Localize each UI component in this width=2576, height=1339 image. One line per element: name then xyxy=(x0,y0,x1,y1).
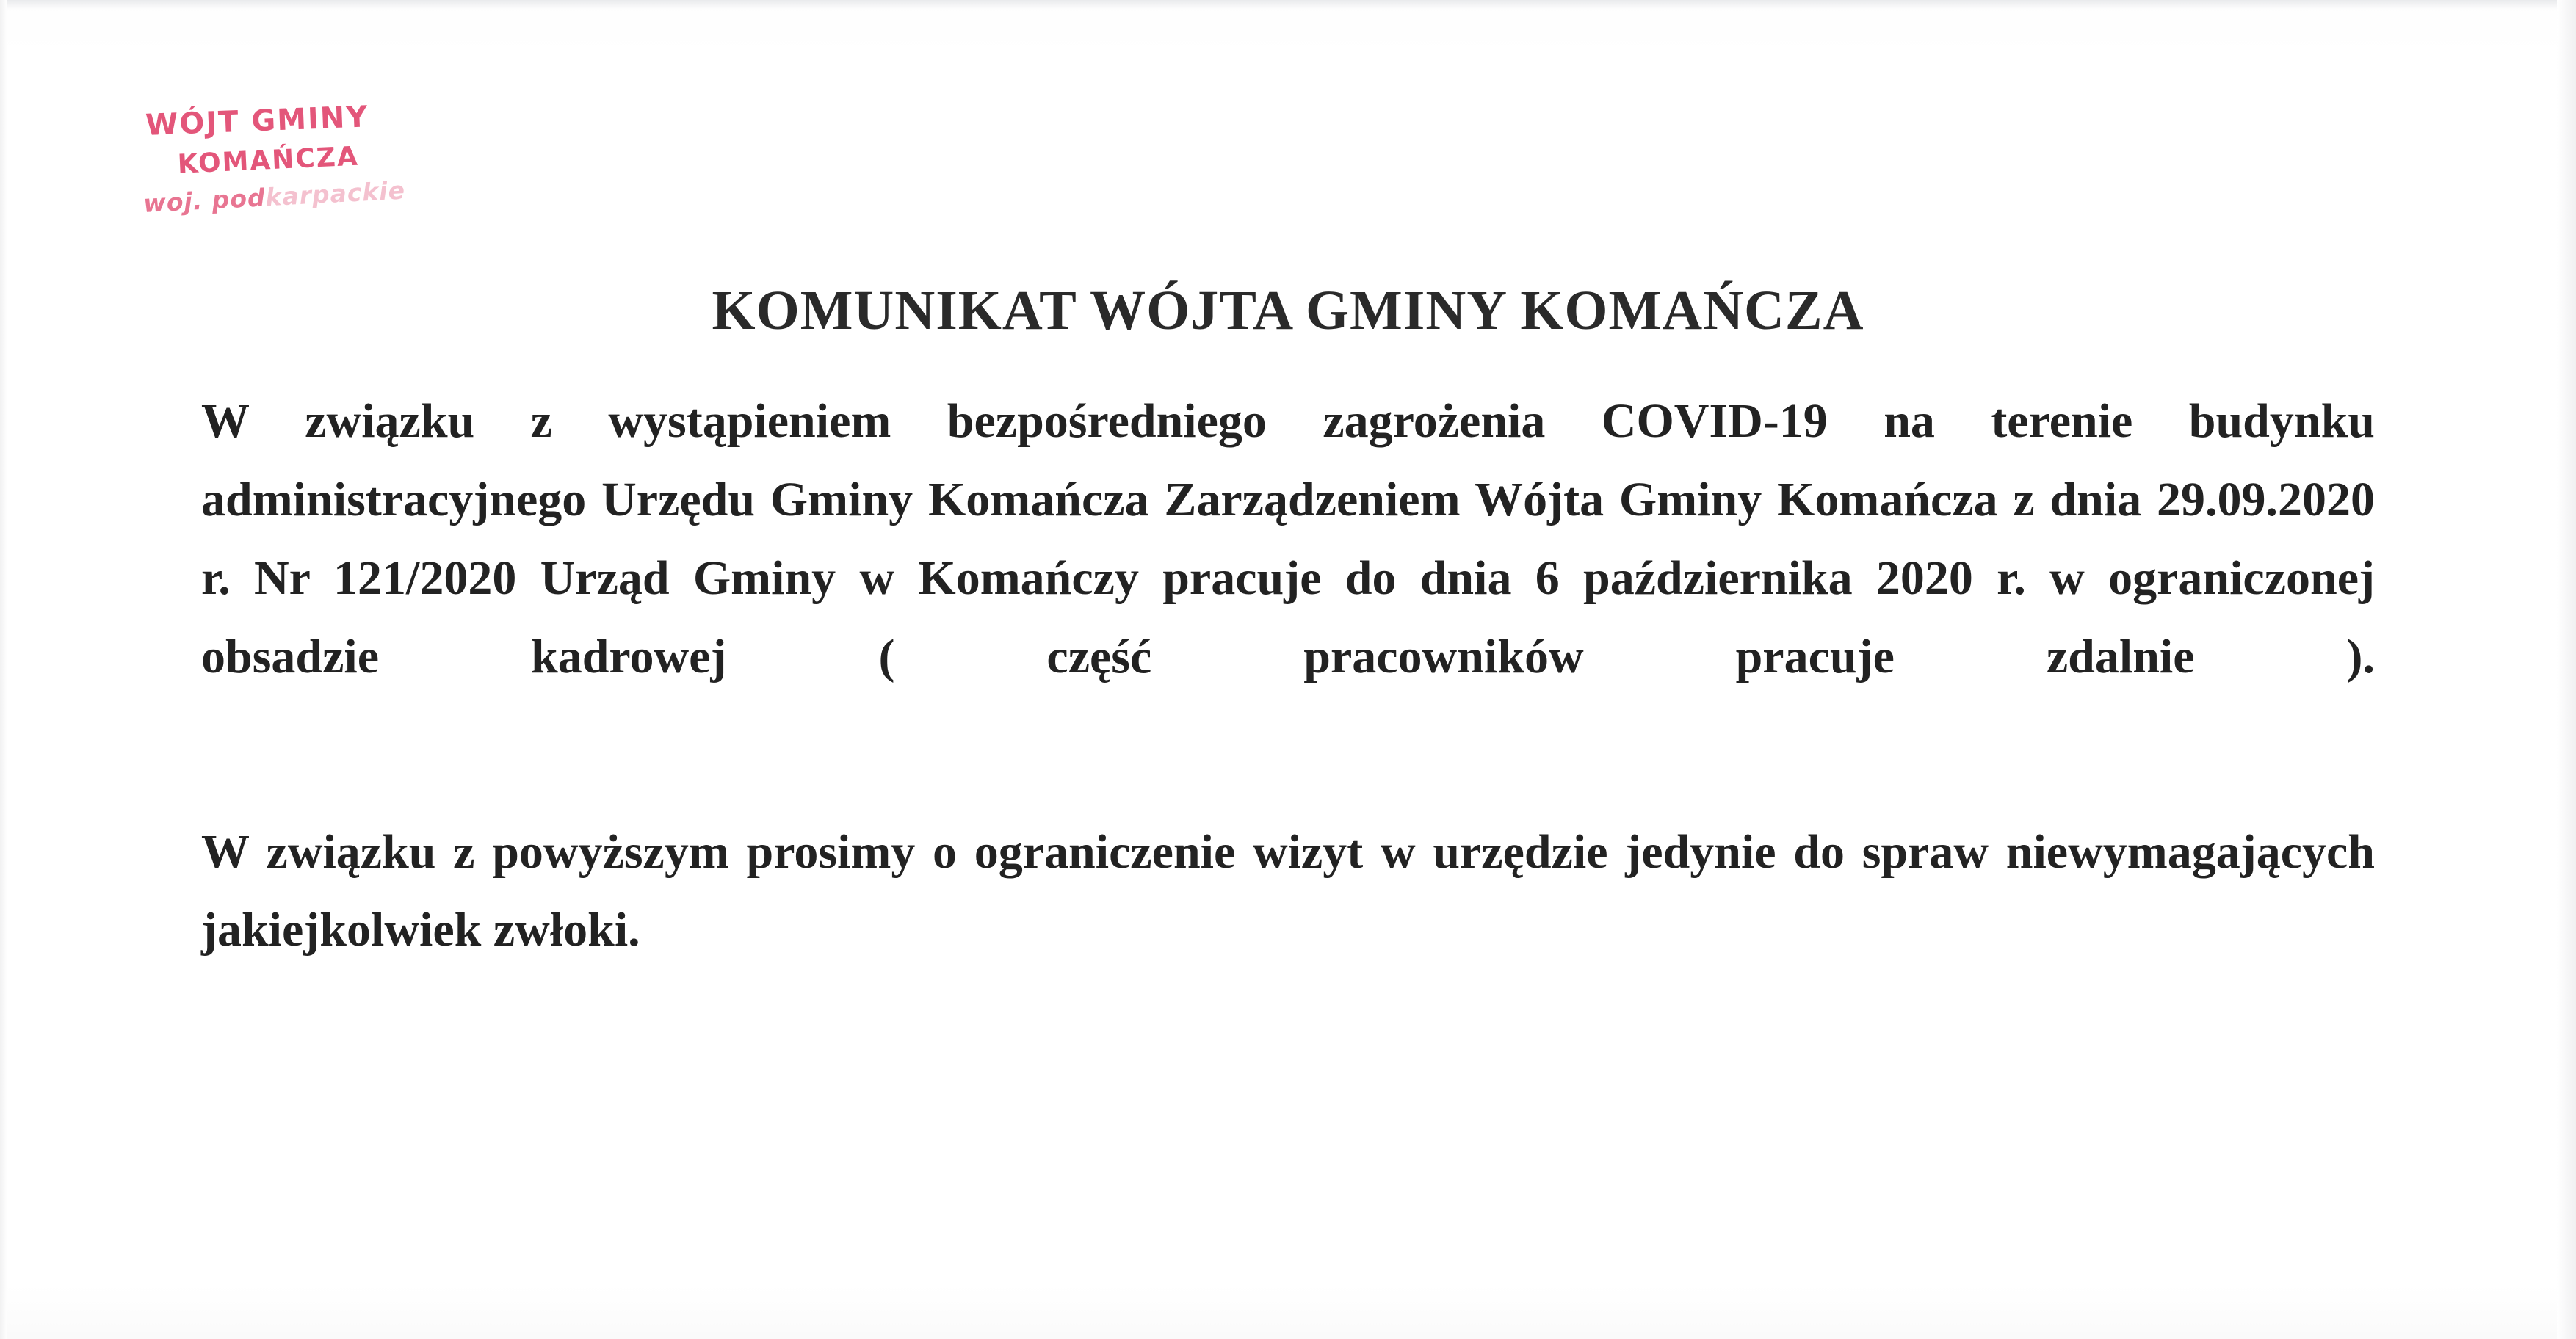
stamp-voivodeship-prefix: woj. pod xyxy=(142,183,267,219)
page-title: KOMUNIKAT WÓJTA GMINY KOMAŃCZA xyxy=(712,280,1864,341)
official-stamp xyxy=(138,98,457,239)
scan-edge-top xyxy=(0,0,2576,10)
stamp-voivodeship-faded: karpackie xyxy=(264,175,406,212)
stamp-line-voivodeship xyxy=(142,173,456,218)
stamp-line-authority: WÓJT GMINY xyxy=(145,100,370,142)
document-body xyxy=(0,279,2576,970)
paragraph-visit-request: W związku z powyższym prosimy o ograniczenie wizyt w urzędzie jedynie do spraw niewymagających jakiejkolwiek zwłoki. xyxy=(201,824,2375,957)
stamp-line-municipality: KOMAŃCZA xyxy=(176,141,360,180)
paragraph-covid-notice: W związku z wystąpieniem bezpośredniego zagrożenia COVID-19 na terenie budynku administracyjnego Urzędu Gminy Komańcza Zarządzeniem Wójta Gminy Komańcza z dnia 29.09.2020 r. Nr 121/2020 Urząd Gminy w Komańczy pracuje do dnia 6 października 2020 r. w ograniczonej obsadzie kadrowej ( część pracowników pracuje zdalnie ). xyxy=(201,394,2375,683)
